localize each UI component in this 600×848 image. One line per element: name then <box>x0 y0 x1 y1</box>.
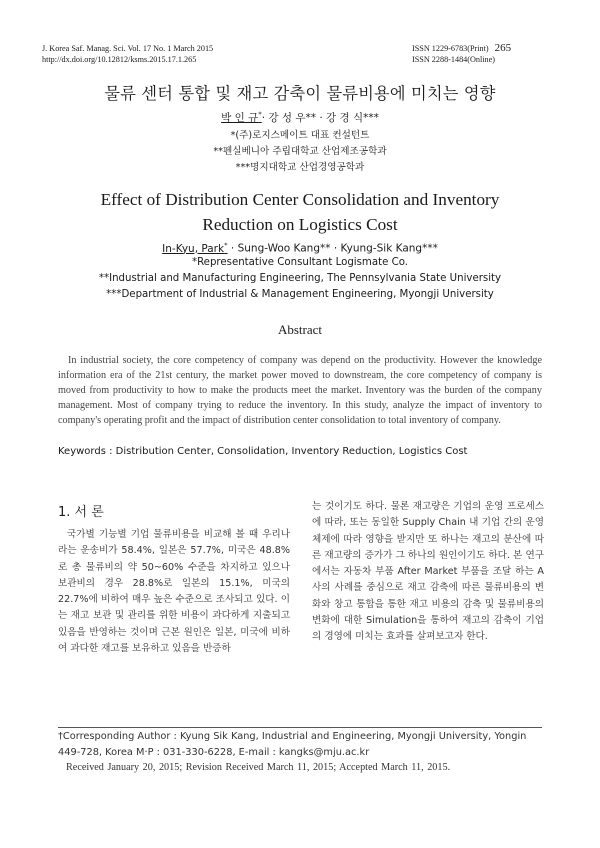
page-number: 265 <box>494 42 512 54</box>
received-dates: Received January 20, 2015; Revision Received March 11, 2015; Accepted March 11, 2015. <box>66 762 451 773</box>
korean-authors-rest: · 강 성 우** · 강 경 식*** <box>261 112 379 124</box>
journal-citation: J. Korea Saf. Manag. Sci. Vol. 17 No. 1 March 2015 <box>42 44 214 53</box>
issn-online: ISSN 2288-1484(Online) <box>412 55 496 64</box>
abstract-heading: Abstract <box>277 322 323 337</box>
english-title-line-1: Effect of Distribution Center Consolidation and Inventory <box>100 190 500 209</box>
english-affiliation-2: **Industrial and Manufacturing Engineering, The Pennsylvania State University <box>98 273 502 284</box>
issn-print: ISSN 1229-6783(Print) <box>412 44 489 53</box>
corresponding-author-note: †Corresponding Author : Kyung Sik Kang, Industrial and Engineering, Myongji University, Yongin 449-728, Korea M·P : 031-330-6228, E-mail : kangks@mju.ac.kr <box>58 731 527 758</box>
author-mark: * <box>258 110 262 119</box>
abstract-body: In industrial society, the core competency of company was depend on the productivity. However the knowledge information era of the 21st century, the market power moved to downstream, the core competency of company is moved from productivity to how to make the products meet the market. Inventory was the burden of the company management. Most of company trying to reduce the inventory. In this study, analyze the impact of inventory to company's operating profit and the impact of distribution center consolidation to total inventory of company. <box>58 355 542 426</box>
running-header-right <box>412 43 511 65</box>
korean-affiliation-3: ***명지대학교 산업경영공학과 <box>235 162 365 173</box>
footnote-divider <box>58 727 542 728</box>
author-mark: * <box>224 241 228 249</box>
english-affiliation-3: ***Department of Industrial & Management Engineering, Myongji University <box>106 289 494 300</box>
korean-author-1: 박 인 규* <box>221 110 262 124</box>
running-header-left <box>42 43 213 65</box>
korean-title: 물류 센터 통합 및 재고 감축이 물류비용에 미치는 영향 <box>104 84 496 103</box>
keywords: Keywords : Distribution Center, Consolidation, Inventory Reduction, Logistics Cost <box>58 446 468 457</box>
english-authors-rest: · Sung-Woo Kang** · Kyung-Sik Kang*** <box>227 242 438 255</box>
section-title: 1. 서 론 <box>58 505 104 520</box>
korean-affiliation-1: *(주)로지스메이트 대표 컨설턴트 <box>230 130 370 141</box>
doi-link[interactable]: http://dx.doi.org/10.12812/ksms.2015.17.1.265 <box>42 55 197 64</box>
english-affiliation-1: *Representative Consultant Logismate Co. <box>191 257 409 268</box>
korean-affiliation-2: **펜실베니아 주립대학교 산업제조공학과 <box>213 146 387 157</box>
english-authors <box>0 241 600 255</box>
body-column-right: 는 것이기도 하다. 물론 재고량은 기업의 운영 프로세스에 따라, 또는 동일한 Supply Chain 내 기업 간의 운영체제에 따라 영향을 받지만 또 하나는 재고의 분산에 따른 재고량의 증가가 그 하나의 원인이기도 하다. 본 연구에서는 자동차 부품 After Market 부품을 조달 하는 A사의 사례를 중심으로 재고 감축에 따른 물류비용의 변화와 창고 통합을 통한 재고 비용의 감축 및 물류비용의 변화에 대한 Simulation을 통하여 재고의 감축이 기업의 경영에 미치는 효과를 살펴보고자 한다. <box>312 501 544 643</box>
english-author-1: In-Kyu, Park* <box>162 241 228 255</box>
korean-authors <box>0 110 600 125</box>
english-title-line-2: Reduction on Logistics Cost <box>202 215 398 234</box>
body-column-left: 국가별 기능별 기업 물류비용을 비교해 볼 때 우리나라는 운송비가 58.4%, 일본은 57.7%, 미국은 48.8%로 총 물류비의 약 50~60% 수준을 차지하고 있으나 보관비의 경우 28.8%로 일본의 15.1%, 미국의 22.7%에 비하여 매우 높은 수준으로 조사되고 있다. 이는 재고 보관 및 관리를 위한 비용이 과다하게 지출되고 있음을 반영하는 것이며 근본 원인은 일본, 미국에 비하여 과다한 재고를 보유하고 있음을 반증하 <box>58 529 290 655</box>
